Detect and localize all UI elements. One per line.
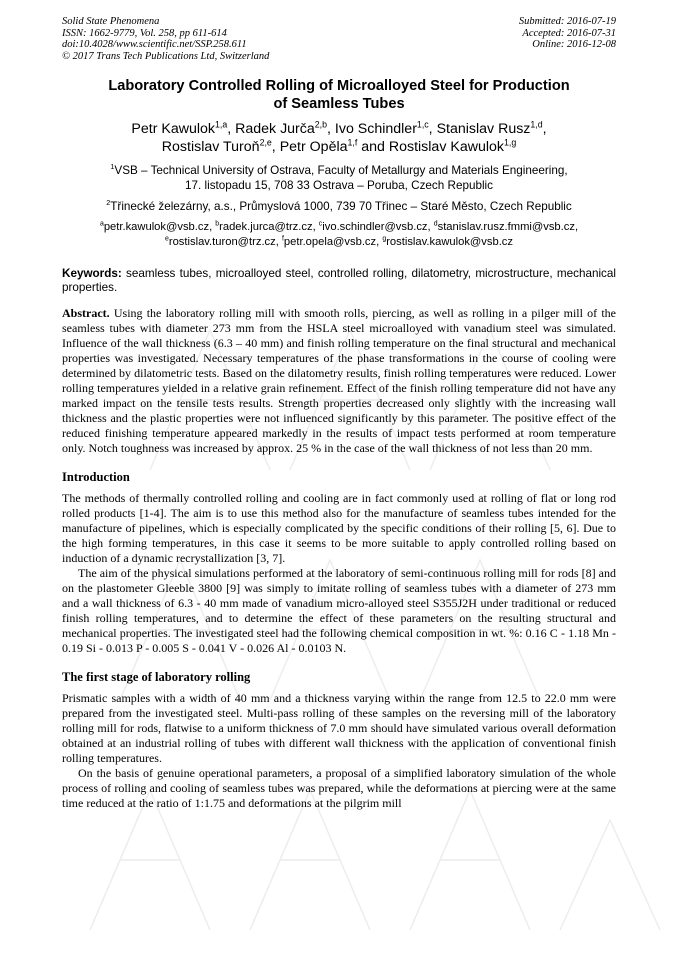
abstract xyxy=(62,306,616,456)
online-date: Online: 2016-12-08 xyxy=(532,39,616,50)
journal-header xyxy=(62,16,616,62)
author-affiliation-marker: 1,f xyxy=(347,136,358,147)
publication-dates xyxy=(519,16,616,62)
email-marker: b xyxy=(215,220,220,228)
email-separator: , xyxy=(376,235,383,248)
email-address[interactable]: rostislav.kawulok@vsb.cz xyxy=(386,235,513,248)
author-name: Radek Jurča xyxy=(235,121,315,137)
email-separator: , xyxy=(275,235,282,248)
title-line: Laboratory Controlled Rolling of Microalloyed Steel for Production xyxy=(108,78,570,94)
author-list xyxy=(62,121,616,156)
email-address[interactable]: rostislav.turon@trz.cz xyxy=(168,235,276,248)
author-name: Stanislav Rusz xyxy=(436,121,531,137)
author-name: Rostislav Kawulok xyxy=(388,138,504,155)
author-affiliation-marker: 1,g xyxy=(503,136,517,147)
doi[interactable]: doi:10.4028/www.scientific.net/SSP.258.611 xyxy=(62,39,247,50)
section-heading-introduction: Introduction xyxy=(62,469,130,484)
affiliation-2 xyxy=(62,199,616,214)
email-separator: , xyxy=(312,221,319,233)
email-address[interactable]: petr.opela@vsb.cz xyxy=(283,235,377,248)
email-address[interactable]: stanislav.rusz.fmmi@vsb.cz xyxy=(437,221,575,233)
email-list xyxy=(62,220,616,249)
keywords xyxy=(62,267,616,296)
intro-paragraph-1: The methods of thermally controlled rolling and cooling are in fact commonly used at rolling of flat or long rod rolled products [1-4]. The aim is to use this method also for the manufacture of seamless tubes intended for the manufacture of pipelines, which is especially complicated by the specific conditions of their rolling [5, 6]. Due to the high forming temperatures, in this case it seems to be more suitable to apply controlled rolling based on induction of a dynamic recrystallization [3, 7]. xyxy=(62,490,616,565)
author-separator: , xyxy=(428,121,437,137)
author-affiliation-marker: 1,c xyxy=(416,119,429,130)
author-name: Petr Kawulok xyxy=(131,121,215,137)
affiliation-line: 17. listopadu 15, 708 33 Ostrava – Poruba, Czech Republic xyxy=(185,179,493,192)
author-name: Petr Opěla xyxy=(279,138,348,155)
title-line: of Seamless Tubes xyxy=(273,96,405,112)
accepted-date: Accepted: 2016-07-31 xyxy=(522,27,616,39)
author-name: Rostislav Turoň xyxy=(161,138,260,155)
section-heading-first-stage: The first stage of laboratory rolling xyxy=(62,669,251,684)
email-address[interactable]: radek.jurca@trz.cz xyxy=(219,221,313,233)
first-stage-paragraph-2: On the basis of genuine operational parameters, a proposal of a simplified laboratory simulation of the whole process of rolling and cooling of seamless tubes was prepared, while the deformations at piercing were at the same time reduced at the ratio of 1:1.75 and deformations at the pilgrim mill xyxy=(62,765,616,810)
author-affiliation-marker: 2,e xyxy=(259,136,272,147)
email-separator: , xyxy=(427,221,434,233)
publication-info xyxy=(62,16,269,62)
author-affiliation-marker: 1,a xyxy=(215,119,228,130)
affiliation-number: 2 xyxy=(106,198,111,208)
email-marker: e xyxy=(165,234,169,242)
copyright: © 2017 Trans Tech Publications Ltd, Switzerland xyxy=(62,50,270,62)
author-separator: , xyxy=(271,138,280,155)
email-marker: c xyxy=(318,220,323,228)
affiliation-number: 1 xyxy=(110,162,115,172)
issn: ISSN: 1662-9779, Vol. 258, pp 611-614 xyxy=(62,27,227,39)
author-separator: and xyxy=(357,138,389,155)
email-marker: g xyxy=(382,234,387,242)
abstract-label: Abstract. xyxy=(62,305,110,320)
affiliation-line: Třinecké železárny, a.s., Průmyslová 1000, 739 70 Třinec – Staré Město, Czech Republic xyxy=(110,200,572,213)
keywords-label: Keywords: xyxy=(62,267,122,280)
first-stage-paragraph-1: Prismatic samples with a width of 40 mm and a thickness varying within the range from 12.5 to 22.0 mm were prepared from the investigated steel. Multi-pass rolling of these samples on the reversing mill of the laboratory rolling mill for rods, flatwise to a uniform thickness of 7.0 mm should have simulated various overall deformation obtained at an industrial rolling of tubes with different wall thickness with the application of conventional finish rolling temperatures. xyxy=(62,690,616,765)
affiliation-1 xyxy=(62,163,616,193)
submitted-date: Submitted: 2016-07-19 xyxy=(518,16,616,27)
journal-name: Solid State Phenomena xyxy=(62,16,160,27)
email-marker: f xyxy=(281,234,284,242)
author-separator: , xyxy=(227,121,236,137)
abstract-text: Using the laboratory rolling mill with smooth rolls, piercing, as well as rolling in a pilger mill of the seamless tubes with diameter 273 mm from the HSLA steel microalloyed with vanadium steel was simulated. Influence of the wall thickness (6.3 – 40 mm) and finish rolling temperature on the final structural and mechanical properties was investigated. Necessary temperatures of the phase transformations in the course of cooling were determined by dilatometric tests. Based on the dilatometry results, finish rolling temperatures were reduced. Lower rolling temperatures yielded in a relative grain refinement. Effect of the finish rolling temperature did not have any marked impact on the tensile tests results. Strength properties decreased only slightly with the increasing wall thickness and the plastic properties were not influenced significantly by this parameter. The positive effect of the reduced finishing temperature appeared markedly in the results of impact tests performed at room temperature only. Notch toughness was increased by approx. 25 % in the case of the wall thickness of not less than 20 mm. xyxy=(62,305,616,455)
author-affiliation-marker: 2,b xyxy=(314,119,328,130)
email-marker: d xyxy=(433,220,438,228)
email-address[interactable]: petr.kawulok@vsb.cz xyxy=(103,221,210,233)
intro-paragraph-2: The aim of the physical simulations performed at the laboratory of semi-continuous rolling mill for rods [8] and on the plastometer Gleeble 3800 [9] was simply to imitate rolling of seamless tubes with a diameter of 273 mm and a wall thickness of 6.3 - 40 mm made of vanadium micro-alloyed steel S355J2H under traditional or reduced finish rolling temperatures, and to determine the effect of these parameters on the resulting structural and mechanical properties. The investigated steel had the following chemical composition in wt. %: 0.16 C - 1.18 Mn - 0.19 Si - 0.013 P - 0.005 S - 0.041 V - 0.026 Al - 0.0103 N. xyxy=(62,565,616,655)
email-separator: , xyxy=(209,221,216,233)
email-separator: , xyxy=(574,221,579,233)
author-name: Ivo Schindler xyxy=(334,121,417,137)
keywords-text: seamless tubes, microalloyed steel, controlled rolling, dilatometry, microstructure, mechanical properties. xyxy=(62,267,616,295)
affiliation-line: VSB – Technical University of Ostrava, Faculty of Metallurgy and Materials Engineering, xyxy=(114,164,568,177)
author-separator: , xyxy=(542,121,547,137)
email-marker: a xyxy=(99,220,104,228)
author-affiliation-marker: 1,d xyxy=(530,119,543,130)
author-separator: , xyxy=(327,121,335,137)
paper-title xyxy=(62,77,616,113)
email-address[interactable]: ivo.schindler@vsb.cz xyxy=(322,221,428,233)
